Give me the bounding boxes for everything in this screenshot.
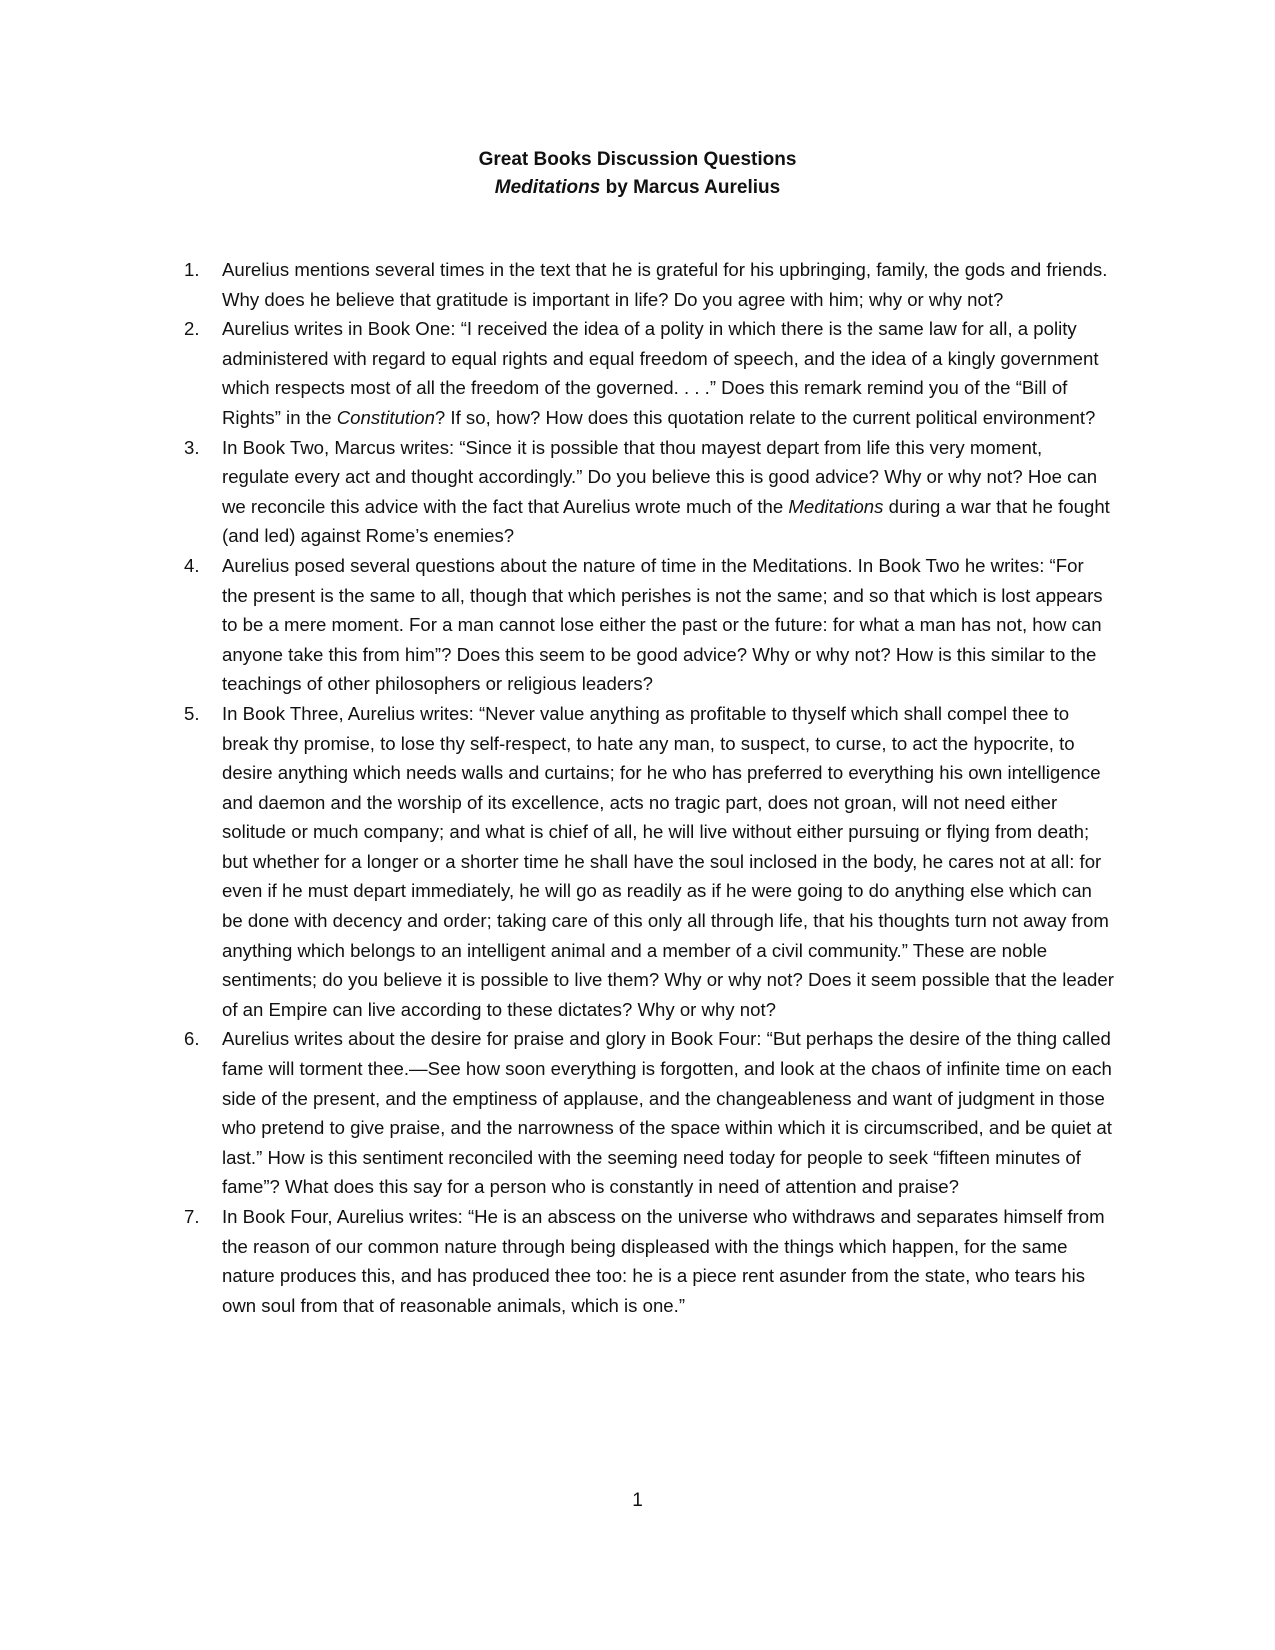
question-text-italic: Meditations	[788, 495, 884, 517]
question-text	[222, 1206, 1105, 1316]
document-header	[0, 146, 1275, 202]
question-text-part: Aurelius writes in Book One: “I received the idea of a polity in which there is the same law for all, a polity administered with regard to equal rights and equal freedom of speech, and the idea of a kingly government which respects most of all the freedom of the governed. . . .” Does this remark remind you of the “Bill of Rights” in the	[222, 318, 1099, 428]
question-number: 4.	[184, 554, 200, 576]
question-list	[184, 255, 1114, 1320]
question-text	[222, 259, 1107, 310]
question-text-part: Aurelius writes about the desire for praise and glory in Book Four: “But perhaps the desire of the thing called fame will torment thee.—See how soon everything is forgotten, and look at the chaos of infinite time on each side of the present, and the emptiness of applause, and the changeableness and want of judgment in those who pretend to give praise, and the narrowness of the space within which it is circumscribed, and be quiet at last.” How is this sentiment reconciled with the seeming need today for people to seek “fifteen minutes of fame”? What does this say for a person who is constantly in need of attention and praise?	[222, 1028, 1112, 1198]
question-text	[222, 1028, 1112, 1197]
question-text	[222, 555, 1103, 694]
book-title: Meditations	[494, 177, 601, 198]
question-text	[222, 318, 1099, 428]
question-text-part: ? If so, how? How does this quotation relate to the current political environment?	[434, 406, 1096, 428]
question-number: 7.	[184, 1206, 200, 1227]
question-text-part: In Book Four, Aurelius writes: “He is an abscess on the universe who withdraws and separates himself from the reason of our common nature through being displeased with the things which happen, for the same nature produces this, and has produced thee too: he is a piece rent asunder from the state, who tears his own soul from that of reasonable animals, which is one.”	[222, 1206, 1105, 1316]
page-number: 1	[632, 1490, 643, 1511]
question-text-part: during a war that he fought (and led) against Rome’s enemies?	[222, 495, 1110, 547]
question-number: 3.	[184, 436, 200, 458]
question-item	[184, 699, 1114, 1025]
question-text-part: Aurelius mentions several times in the text that he is grateful for his upbringing, family, the gods and friends. Why does he believe that gratitude is important in life? Do you agree with him; why or why not?	[222, 259, 1108, 310]
question-text-italic: Constitution	[336, 406, 435, 428]
author-byline: by Marcus Aurelius	[600, 177, 781, 198]
question-number: 5.	[184, 702, 200, 724]
question-text-part: In Book Two, Marcus writes: “Since it is possible that thou mayest depart from life this very moment, regulate every act and thought accordingly.” Do you believe this is good advice? Why or why not? Hoe can we reconcile this advice with the fact that Aurelius wrote much of the	[222, 436, 1098, 517]
question-number: 2.	[184, 318, 200, 340]
question-number: 6.	[184, 1028, 200, 1050]
document-subtitle	[0, 174, 1275, 202]
question-text	[222, 703, 1114, 1020]
question-item	[184, 255, 1114, 314]
document-title: Great Books Discussion Questions	[478, 149, 797, 170]
question-text	[222, 437, 1110, 547]
question-number: 1.	[184, 259, 200, 280]
question-item	[184, 1202, 1114, 1320]
question-item	[184, 314, 1114, 432]
question-item	[184, 1024, 1114, 1202]
question-item	[184, 551, 1114, 699]
question-item	[184, 433, 1114, 551]
question-text-part: Aurelius posed several questions about the nature of time in the Meditations. In Book Two he writes: “For the present is the same to all, though that which perishes is not the same; and so that which is lost appears to be a mere moment. For a man cannot lose either the past or the future: for what a man has not, how can anyone take this from him”? Does this seem to be good advice? Why or why not? How is this similar to the teachings of other philosophers or religious leaders?	[222, 554, 1103, 695]
question-text-part: In Book Three, Aurelius writes: “Never value anything as profitable to thyself which shall compel thee to break thy promise, to lose thy self-respect, to hate any man, to suspect, to curse, to act the hypocrite, to desire anything which needs walls and curtains; for he who has preferred to everything his own intelligence and daemon and the worship of its excellence, acts no tragic part, does not groan, will not need either solitude or much company; and what is chief of all, he will live without either pursuing or flying from death; but whether for a longer or a shorter time he shall have the soul inclosed in the body, he cares not at all: for even if he must depart immediately, he will go as readily as if he were going to do anything else which can be done with decency and order; taking care of this only all through life, that his thoughts turn not away from anything which belongs to an intelligent animal and a member of a civil community.” These are noble sentiments; do you believe it is possible to live them? Why or why not? Does it seem possible that the leader of an Empire can live according to these dictates? Why or why not?	[222, 702, 1114, 1020]
